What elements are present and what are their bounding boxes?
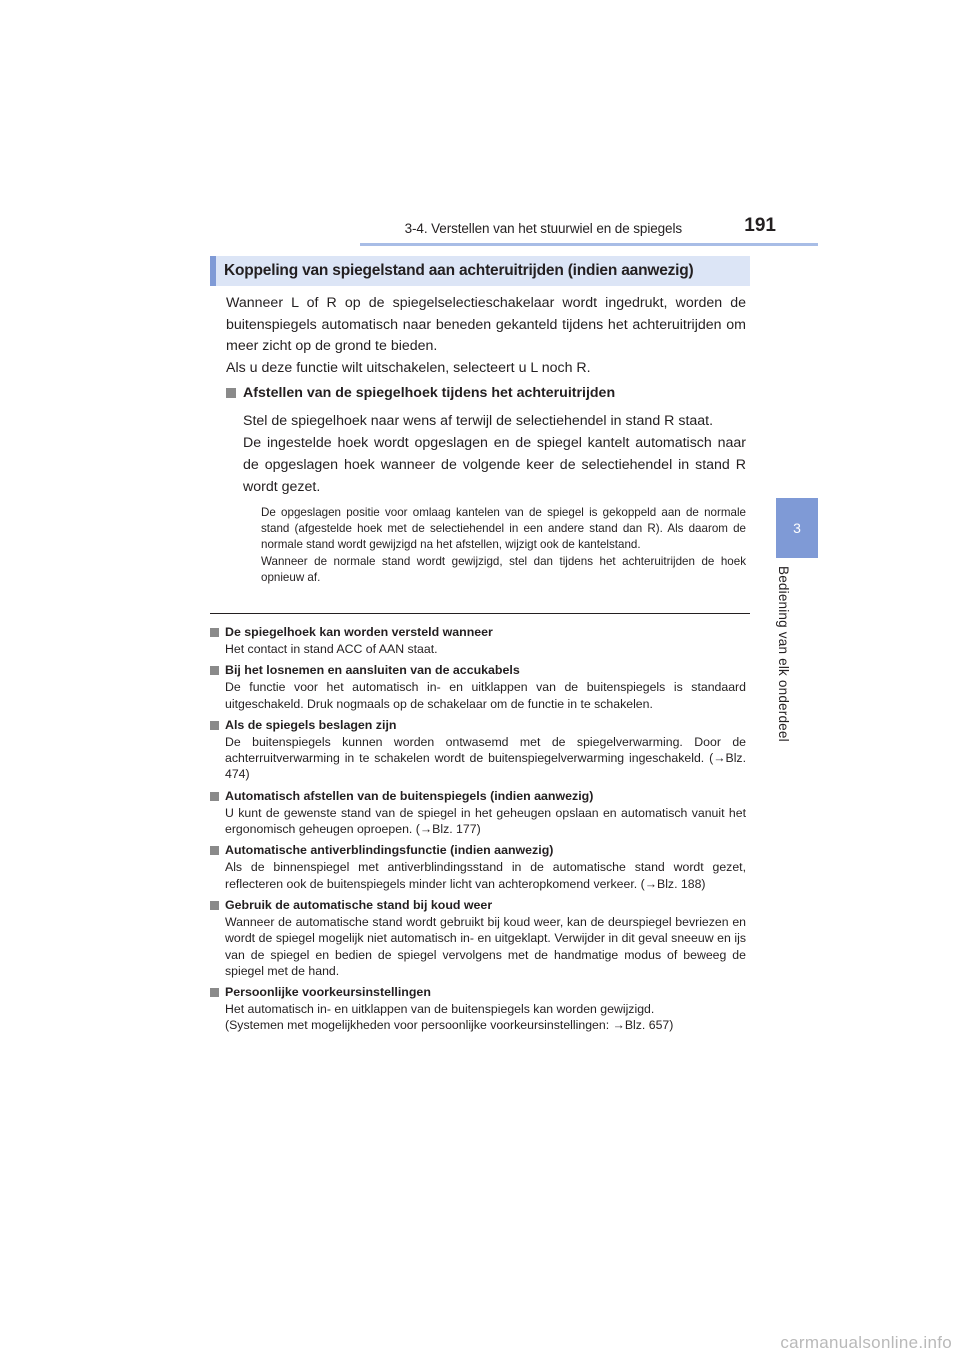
note-item — [210, 842, 746, 892]
note-body — [210, 641, 746, 657]
square-bullet-icon — [210, 901, 219, 910]
note-body — [210, 679, 746, 712]
note-title — [210, 624, 746, 641]
header-rule — [360, 243, 818, 246]
header-section-title: 3-4. Verstellen van het stuurwiel en de spiegels — [404, 221, 682, 236]
note-title-text: Automatische antiverblindingsfunctie (indien aanwezig) — [225, 843, 554, 858]
note-title-text: Als de spiegels beslagen zijn — [225, 717, 397, 732]
note-title — [210, 842, 746, 859]
subsection-paragraph: De ingestelde hoek wordt opgeslagen en de spiegel kantelt automatisch naar de opgeslagen hoek wanneer de volgende keer de selectiehendel in stand R wordt gezet. — [243, 435, 746, 495]
note-body — [210, 1001, 746, 1034]
chapter-side-label-text: Bediening van elk onderdeel — [776, 566, 791, 742]
note-item — [210, 717, 746, 783]
subheading-text: Afstellen van de spiegelhoek tijdens het achteruitrijden — [243, 385, 616, 401]
note-title-text: Bij het losnemen en aansluiten van de accukabels — [225, 663, 520, 678]
square-bullet-icon — [210, 846, 219, 855]
note-item — [210, 984, 746, 1034]
subheading — [226, 385, 746, 401]
square-bullet-icon — [210, 666, 219, 675]
square-bullet-icon — [226, 388, 236, 398]
watermark: carmanualsonline.info — [780, 1333, 952, 1352]
square-bullet-icon — [210, 721, 219, 730]
divider — [210, 613, 750, 614]
chapter-tab — [776, 498, 818, 558]
note-text: De buitenspiegels kunnen worden ontwasemd met de spiegelverwarming. Door de achterruitverwarming in te schakelen wordt de buitenspiegelverwarming ingeschakeld. (→Blz. 474) — [225, 734, 746, 782]
note-title — [210, 788, 746, 805]
subsection-paragraph: Stel de spiegelhoek naar wens af terwijl de selectiehendel in stand R staat. — [243, 413, 714, 429]
section-title-bar — [210, 256, 750, 286]
note-item — [210, 662, 746, 712]
note-title — [210, 662, 746, 679]
chapter-number: 3 — [793, 520, 801, 536]
notes-list — [210, 624, 746, 1039]
note-item — [210, 624, 746, 657]
note-item — [210, 897, 746, 979]
subsection-body — [243, 410, 746, 498]
note-title-text: Gebruik de automatische stand bij koud weer — [225, 897, 493, 912]
note-text: Het contact in stand ACC of AAN staat. — [225, 642, 438, 656]
small-note — [261, 505, 746, 586]
note-body — [210, 805, 746, 838]
note-body — [210, 734, 746, 783]
section-title: Koppeling van spiegelstand aan achteruitrijden (indien aanwezig) — [224, 262, 694, 279]
note-text: Het automatisch in- en uitklappen van de buitenspiegels kan worden gewijzigd. — [225, 1002, 655, 1017]
square-bullet-icon — [210, 628, 219, 637]
section-paragraph: Wanneer L of R op de spiegelselectieschakelaar wordt ingedrukt, worden de buitenspiegels automatisch naar beneden gekanteld tijdens het achteruitrijden om meer zicht op de grond te bieden. — [226, 295, 746, 354]
section-paragraph: Als u deze functie wilt uitschakelen, selecteert u L noch R. — [226, 359, 591, 376]
note-title — [210, 984, 746, 1001]
note-text: De functie voor het automatisch in- en uitklappen van de buitenspiegels is standaard uitgeschakeld. Druk nogmaals op de schakelaar om de functie in te schakelen. — [225, 680, 746, 711]
note-title-text: Persoonlijke voorkeursinstellingen — [225, 985, 431, 1000]
square-bullet-icon — [210, 792, 219, 801]
note-item — [210, 788, 746, 838]
note-title-text: Automatisch afstellen van de buitenspiegels (indien aanwezig) — [225, 788, 594, 803]
note-body — [210, 859, 746, 892]
small-note-paragraph: De opgeslagen positie voor omlaag kantelen van de spiegel is gekoppeld aan de normale stand (afgestelde hoek met de selectiehendel in een andere stand dan R). Als daarom de normale stand wordt gewijzigd na het afstellen, wijzigt ook de kantelstand. — [261, 506, 746, 552]
note-text: Als de binnenspiegel met antiverblindingsstand in de automatische stand wordt gezet, reflecteren ook de buitenspiegels minder licht van achteropkomend verkeer. (→Blz. 188) — [225, 860, 746, 891]
small-note-paragraph: Wanneer de normale stand wordt gewijzigd, stel dan tijdens het achteruitrijden de hoek opnieuw af. — [261, 554, 746, 584]
note-title — [210, 717, 746, 734]
note-title-text: De spiegelhoek kan worden versteld wanneer — [225, 625, 493, 639]
note-text: U kunt de gewenste stand van de spiegel in het geheugen opslaan en automatisch vanuit het ergonomisch geheugen oproepen. (→Blz. 177) — [225, 805, 746, 837]
square-bullet-icon — [210, 988, 219, 997]
section-body — [226, 293, 746, 379]
note-text: Wanneer de automatische stand wordt gebruikt bij koud weer, kan de deurspiegel bevriezen en wordt de spiegel mogelijk niet automatisch in- en uitgeklapt. Verwijder in dit geval sneeuw en ijs van de spiegel en bedien de spiegel vervolgens met de handmatige modus of beweeg de spiegel met de hand. — [225, 914, 746, 978]
page-number: 191 — [744, 215, 776, 236]
note-title — [210, 897, 746, 914]
note-text: (Systemen met mogelijkheden voor persoonlijke voorkeursinstellingen: →Blz. 657) — [225, 1018, 674, 1033]
note-body — [210, 914, 746, 979]
